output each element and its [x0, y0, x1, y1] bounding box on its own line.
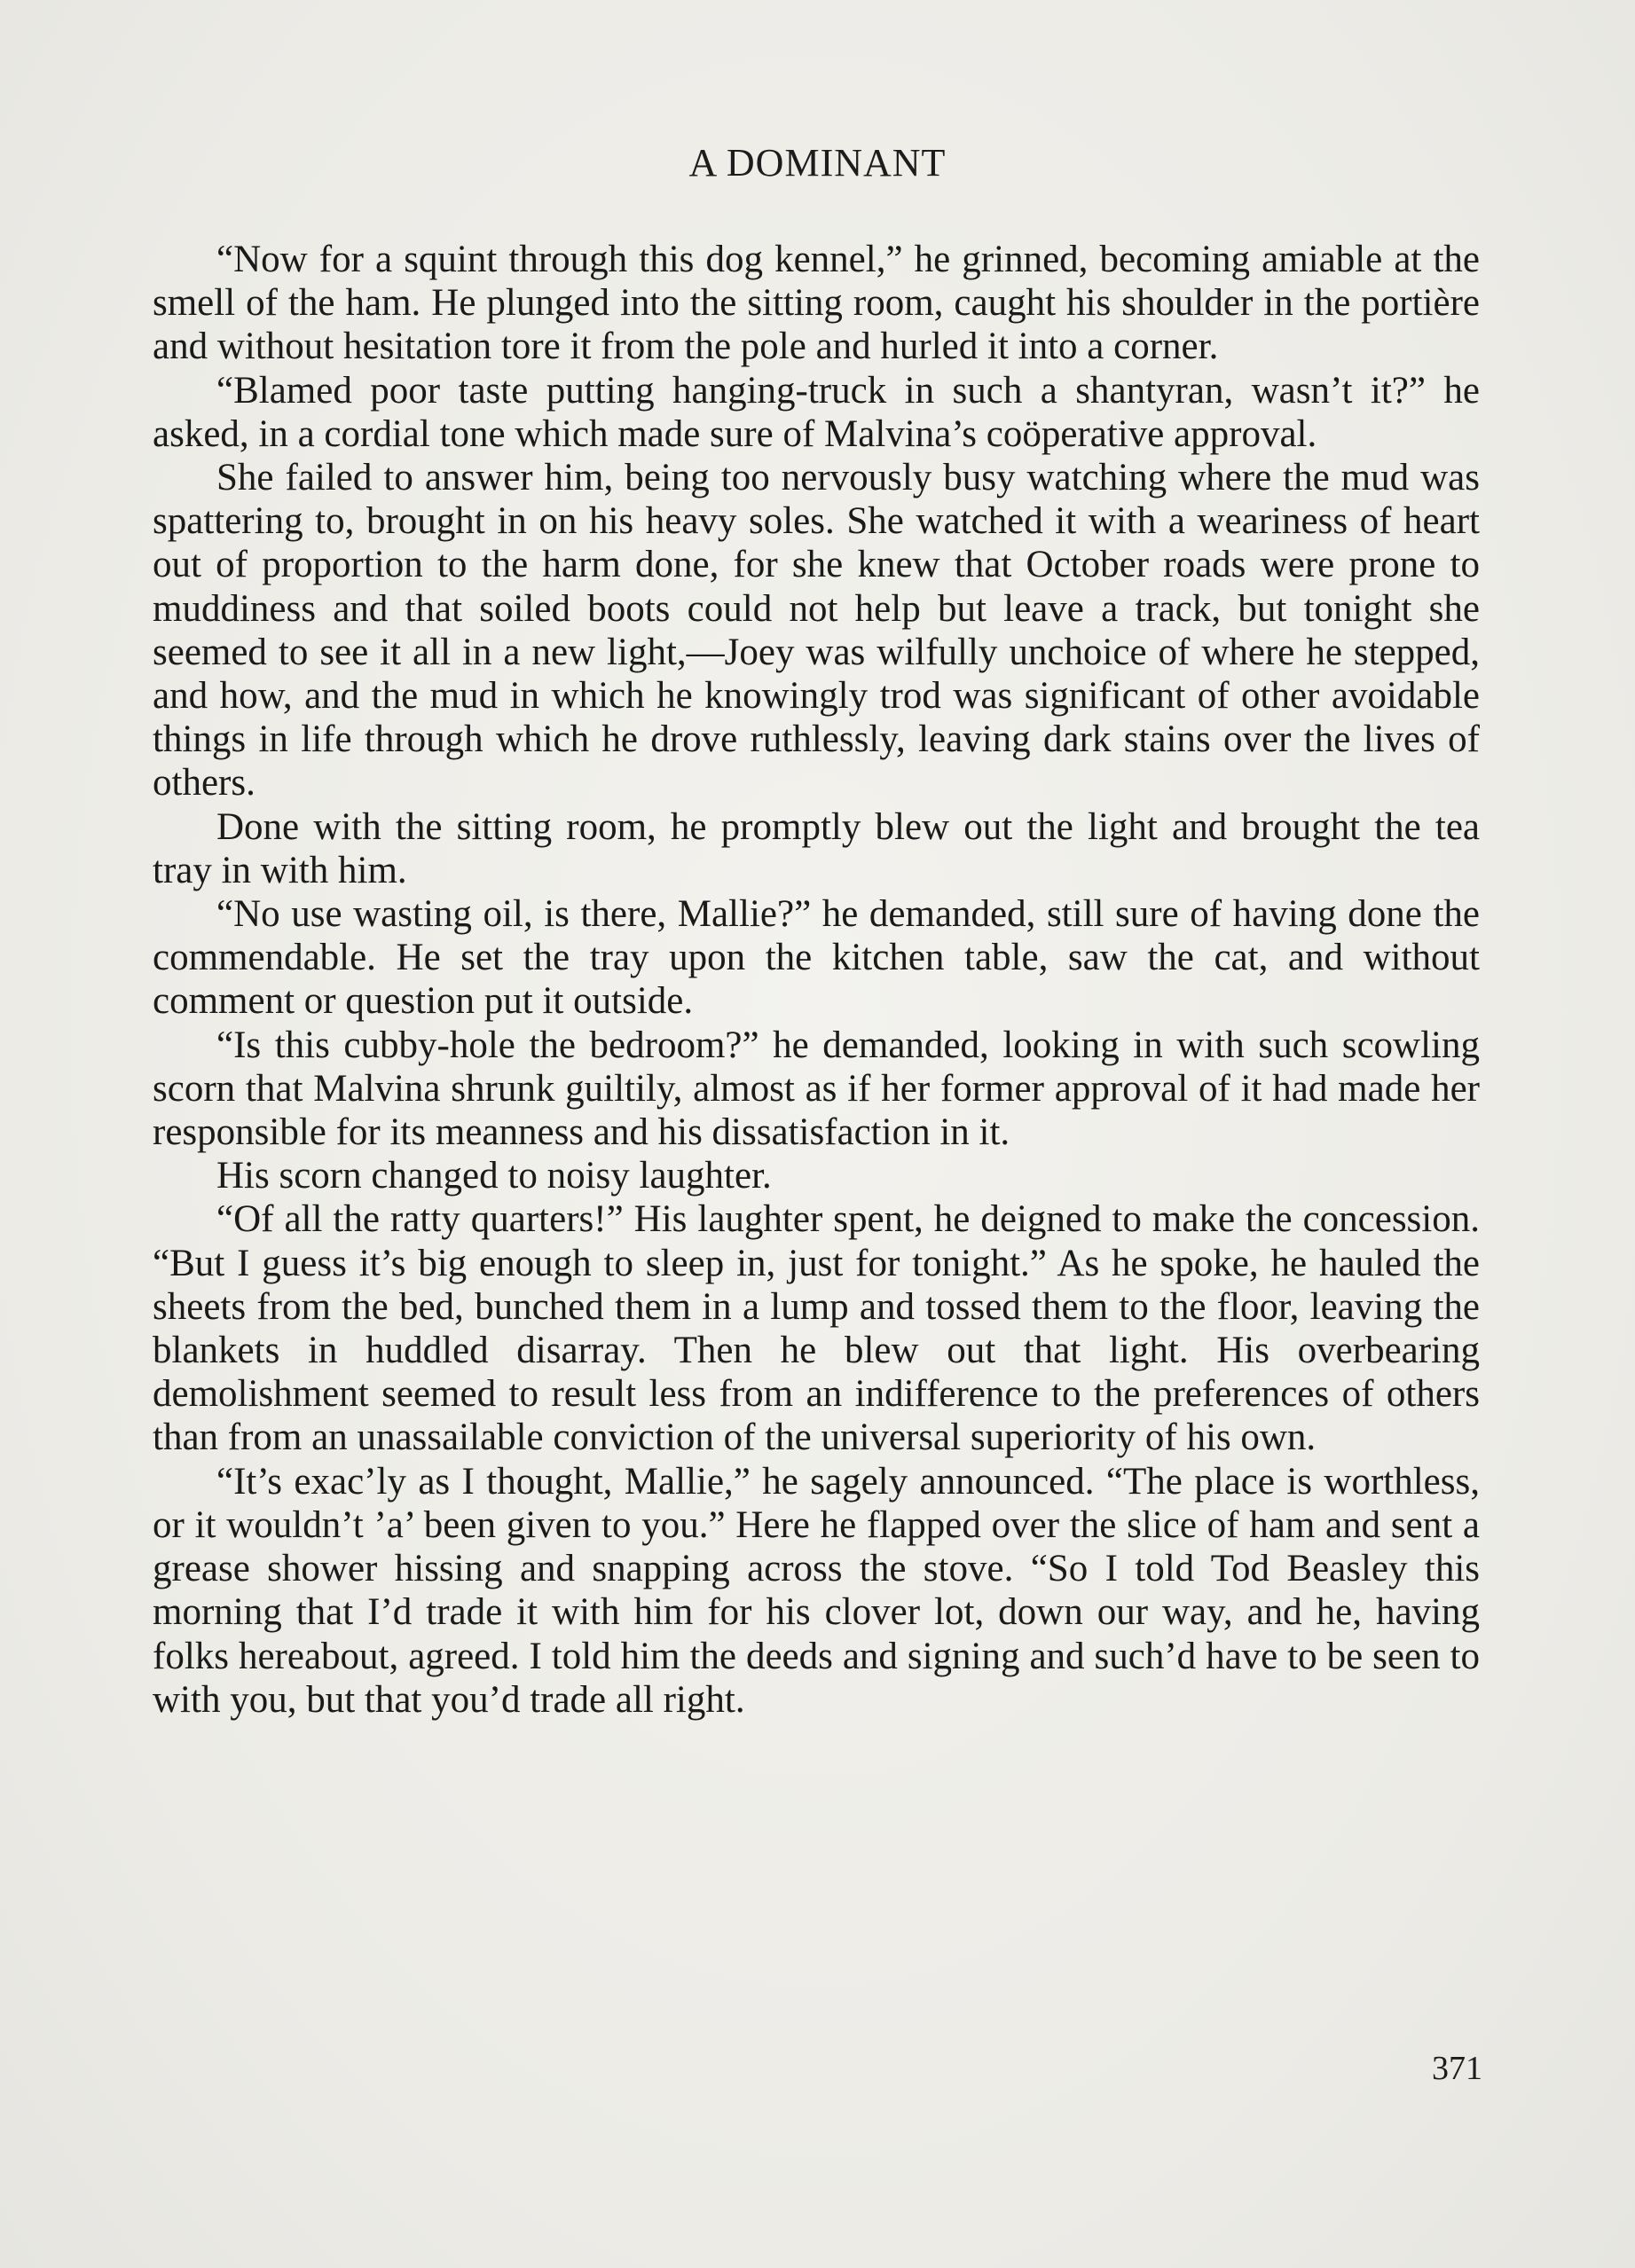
body-text — [153, 238, 1480, 1722]
paragraph: “It’s exac’ly as I thought, Mallie,” he sagely announced. “The place is worthless, or it wouldn’t ’a’ been given to you.” Here he flapped over the slice of ham and sent a grease shower hissing and snapping across the stove. “So I told Tod Beasley this morning that I’d trade it with him for his clover lot, down our way, and he, having folks hereabout, agreed. I told him the deeds and signing and such’d have to be seen to with you, but that you’d trade all right. — [153, 1460, 1480, 1721]
paragraph: “Blamed poor taste putting hanging-truck in such a shantyran, wasn’t it?” he asked, in a cordial tone which made sure of Malvina’s coöperative approval. — [153, 369, 1480, 455]
paragraph: “Is this cubby-hole the bedroom?” he demanded, looking in with such scowling scorn that Malvina shrunk guiltily, almost as if her former approval of it had made her responsible for its meanness and his dissatisfaction in it. — [153, 1024, 1480, 1154]
paragraph: “Now for a squint through this dog kennel,” he grinned, becoming amiable at the smell of the ham. He plunged into the sitting room, caught his shoulder in the portière and without hesitation tore it from the pole and hurled it into a corner. — [153, 239, 1480, 368]
paragraph: His scorn changed to noisy laughter. — [216, 1155, 772, 1197]
paragraph: “Of all the ratty quarters!” His laughter spent, he deigned to make the concession. “But I guess it’s big enough to sleep in, just for tonight.” As he spoke, he hauled the sheets from the bed, bunched them in a lump and tossed them to the floor, leaving the blankets in huddled disarray. Then he blew out that light. His overbearing demolishment seemed to result less from an indifference to the preferences of others than from an unassailable conviction of the universal superiority of his own. — [153, 1198, 1480, 1459]
paragraph: She failed to answer him, being too nervously busy watching where the mud was spattering to, brought in on his heavy soles. She watched it with a weariness of heart out of proportion to the harm done, for she knew that October roads were prone to muddiness and that soiled boots could not help but leave a track, but tonight she seemed to see it all in a new light,—Joey was wilfully unchoice of where he stepped, and how, and the mud in which he knowingly trod was significant of other avoidable things in life through which he drove ruthlessly, leaving dark stains over the lives of others. — [153, 457, 1480, 804]
paragraph: “No use wasting oil, is there, Mallie?” he demanded, still sure of having done the commendable. He set the tray upon the kitchen table, saw the cat, and without comment or question put it outside. — [153, 893, 1480, 1023]
paragraph: Done with the sitting room, he promptly blew out the light and brought the tea tray in with him. — [153, 805, 1480, 891]
page-number: 371 — [1432, 2050, 1482, 2087]
running-header: A DOMINANT — [688, 141, 947, 184]
